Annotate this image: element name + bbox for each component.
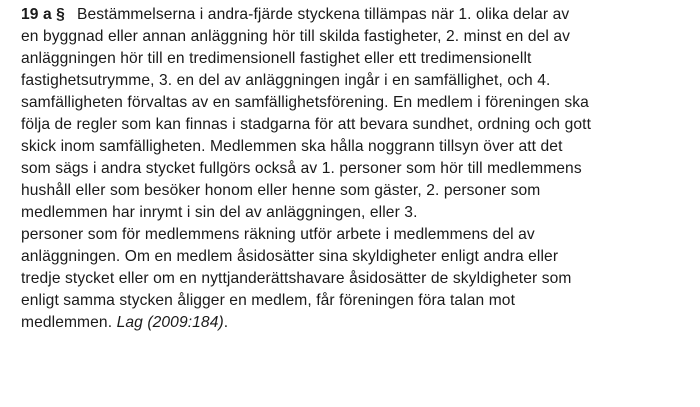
paragraph-line-5: samfälligheten förvaltas av en samfällighetsförening. En medlem i föreningen ska: [21, 94, 589, 111]
paragraph-line-4: fastighetsutrymme, 3. en del av anläggningen ingår i en samfällighet, och 4.: [21, 72, 551, 89]
paragraph-line-11: personer som för medlemmens räkning utför arbete i medlemmens del av: [21, 226, 535, 243]
paragraph-line-7: skick inom samfälligheten. Medlemmen ska hålla noggrann tillsyn över att det: [21, 138, 563, 155]
law-citation: Lag (2009:184): [116, 314, 224, 331]
line-text: medlemmen.: [21, 314, 113, 331]
paragraph-line-15: [21, 312, 690, 334]
paragraph-line-8: som sägs i andra stycket fullgörs också av 1. personer som hör till medlemmens: [21, 160, 582, 177]
paragraph-line-6: följa de regler som kan finnas i stadgarna för att bevara sundhet, ordning och gott: [21, 116, 592, 133]
section-number: 19 a §: [21, 6, 65, 23]
paragraph-line-3: anläggningen hör till en tredimensionell fastighet eller ett tredimensionellt: [21, 50, 532, 67]
paragraph-line-10: medlemmen har inrymt i sin del av anläggningen, eller 3.: [21, 204, 418, 221]
paragraph-line-13: tredje stycket eller om en nyttjanderättshavare åsidosätter de skyldigheter som: [21, 270, 572, 287]
paragraph-line-2: en byggnad eller annan anläggning hör till skilda fastigheter, 2. minst en del av: [21, 28, 571, 45]
paragraph-line-12: anläggningen. Om en medlem åsidosätter sina skyldigheter enligt andra eller: [21, 248, 559, 265]
paragraph-line-14: enligt samma stycken åligger en medlem, får föreningen föra talan mot: [21, 292, 516, 309]
paragraph-line-9: hushåll eller som besöker honom eller henne som gäster, 2. personer som: [21, 182, 541, 199]
paragraph-line-1: [21, 4, 690, 26]
line-text: Bestämmelserna i andra-fjärde styckena tillämpas när 1. olika delar av: [76, 6, 570, 23]
citation-period: .: [223, 314, 229, 331]
